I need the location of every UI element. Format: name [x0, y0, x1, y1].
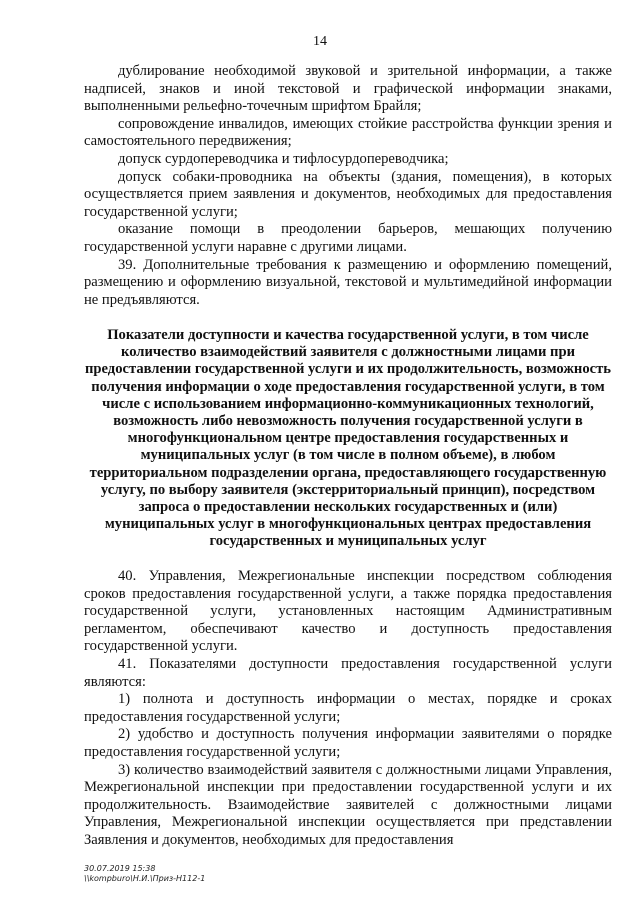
paragraph: допуск собаки-проводника на объекты (здания, помещения), в которых осуществляется прием заявления и документов, необходимых для предоставления государственной услуги; — [84, 168, 612, 220]
paragraph: 40. Управления, Межрегиональные инспекции посредством соблюдения сроков предоставления государственной услуги, а также порядка предоставления государственной услуги, установленных настоящим Административным регламентом, обеспечивают качество и доступность предоставления государственной услуги. — [84, 568, 612, 655]
paragraph: 2) удобство и доступность получения информации заявителями о порядке предоставления государственной услуги; — [84, 726, 612, 760]
top-text-block — [84, 63, 612, 309]
paragraph: оказание помощи в преодолении барьеров, мешающих получению государственной услуги наравне с другими лицами. — [84, 221, 612, 255]
paragraph: сопровождение инвалидов, имеющих стойкие расстройства функции зрения и самостоятельного передвижения; — [84, 115, 612, 150]
bottom-text-block — [84, 568, 612, 850]
heading-text: Показатели доступности и качества государственной услуги, в том числе количество взаимодействий заявителя с должностными лицами при предоставлении государственной услуги и их продолжительность, возможность получения информации о ходе предоставления государственной услуги, в том числе с использованием информационно-коммуникационных технологий, возможность либо невозможность получения государственной услуги в многофункциональном центре предоставления государственных и муниципальных услуг (в том числе в полном объеме), в любом территориальном подразделении органа, предоставляющего государственную услугу, по выбору заявителя (экстерриториальный принцип), посредством запроса о предоставлении нескольких государственных и (или) муниципальных услуг в многофункциональных центрах предоставления государственных и муниципальных услуг — [85, 327, 611, 550]
footer-file-path: \\kompburo\Н.И.\Приз-Н112-1 — [84, 874, 206, 883]
footer-timestamp: 30.07.2019 15:38 — [84, 864, 156, 873]
paragraph: дублирование необходимой звуковой и зрительной информации, а также надписей, знаков и иной текстовой и графической информации знаками, выполненными рельефно-точечным шрифтом Брайля; — [84, 63, 612, 115]
paragraph: 3) количество взаимодействий заявителя с должностными лицами Управления, Межрегиональной инспекции при предоставлении государственной услуги и их продолжительность. Взаимодействие заявителей с должностными лицами Управления, Межрегиональной инспекции осуществляется при представлении Заявления и документов, необходимых для предоставления — [84, 761, 612, 848]
page-number: 14 — [313, 34, 327, 49]
paragraph: 1) полнота и доступность информации о местах, порядке и сроках предоставления государственной услуги; — [84, 691, 612, 725]
paragraph: 41. Показателями доступности предоставления государственной услуги являются: — [84, 655, 612, 690]
paragraph: допуск сурдопереводчика и тифлосурдопереводчика; — [118, 150, 449, 167]
print-footer — [84, 864, 205, 884]
section-heading — [84, 327, 612, 551]
paragraph: 39. Дополнительные требования к размещению и оформлению помещений, размещению и оформлению визуальной, текстовой и мультимедийной информации не предъявляются. — [84, 256, 612, 308]
